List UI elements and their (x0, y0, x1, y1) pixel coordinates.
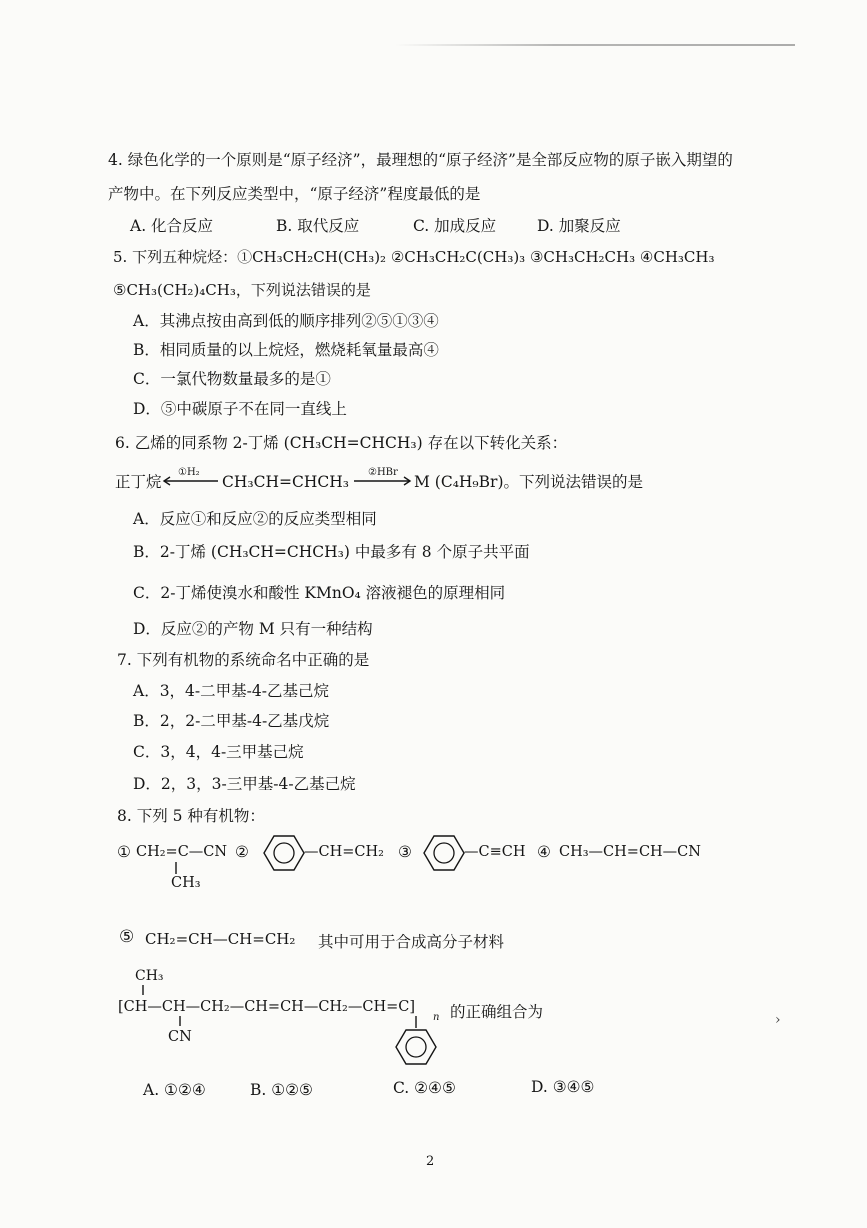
q6-middle: CH₃CH=CHCH₃ (222, 473, 349, 491)
q6-arrow-2 (352, 466, 414, 492)
q8-polymer-top: CH₃ (135, 968, 164, 984)
q4-option-c: C. 加成反应 (413, 217, 497, 235)
q8-polymer-main: [CH—CH—CH₂—CH=CH—CH₂—CH=C] (118, 999, 416, 1015)
q4-option-d: D. 加聚反应 (537, 217, 621, 235)
q5-option-b: B．相同质量的以上烷烃，燃烧耗氧量最高④ (133, 341, 439, 359)
q7-option-c: C．3，4，4-三甲基己烷 (133, 743, 304, 761)
q4-line1: 4. 绿色化学的一个原则是“原子经济”，最理想的“原子经济”是全部反应物的原子嵌入期望的 (108, 151, 733, 169)
q5-line1: 5. 下列五种烷烃：①CH₃CH₂CH(CH₃)₂ ②CH₃CH₂C(CH₃)₃ ③CH₃CH₂CH₃ ④CH₃CH₃ (113, 248, 715, 266)
q8-m1-formula: CH₂=C—CN (136, 844, 228, 860)
q6-line1: 6. 乙烯的同系物 2-丁烯 (CH₃CH=CHCH₃) 存在以下转化关系： (115, 434, 568, 452)
q6-option-d: D．反应②的产物 M 只有一种结构 (133, 620, 373, 638)
top-rule (395, 44, 795, 46)
q8-m1-num: ① (117, 843, 131, 861)
q6-arrow1-label: ①H₂ (178, 467, 200, 478)
q5-option-d: D．⑤中碳原子不在同一直线上 (133, 400, 347, 418)
q8-line1: 8. 下列 5 种有机物： (117, 807, 265, 825)
q8-m5-num: ⑤ (119, 927, 135, 947)
q8-m4-formula: CH₃—CH=CH—CN (559, 844, 701, 860)
q7-option-b: B．2，2-二甲基-4-乙基戊烷 (133, 712, 330, 730)
q8-polymer-bond-top (141, 985, 145, 997)
q6-arrow2-label: ②HBr (368, 467, 398, 478)
q7-option-d: D．2，3，3-三甲基-4-乙基己烷 (133, 775, 356, 793)
q8-option-d: D. ③④⑤ (531, 1078, 595, 1096)
q5-line2: ⑤CH₃(CH₂)₄CH₃，下列说法错误的是 (113, 281, 371, 299)
margin-mark: › (775, 1012, 781, 1028)
q8-m2-num: ② (235, 843, 249, 861)
q8-polymer-benzene (396, 1016, 438, 1068)
q5-option-c: C．一氯代物数量最多的是① (133, 370, 331, 388)
q5-option-a: A．其沸点按由高到低的顺序排列②⑤①③④ (133, 312, 439, 330)
q8-option-a: A. ①②④ (143, 1081, 206, 1099)
q8-polymer-tail: 的正确组合为 (450, 1003, 544, 1021)
q8-m1-branch: CH₃ (171, 875, 201, 891)
q4-option-b: B. 取代反应 (276, 217, 360, 235)
q8-option-b: B. ①②⑤ (250, 1081, 313, 1099)
q8-m5-text: 其中可用于合成高分子材料 (318, 933, 505, 951)
q6-right: M (C₄H₉Br)。下列说法错误的是 (414, 473, 643, 491)
q6-option-a: A．反应①和反应②的反应类型相同 (133, 510, 377, 528)
q8-m5-formula: CH₂=CH—CH=CH₂ (145, 930, 296, 948)
q8-m2-group: —CH=CH₂ (304, 844, 384, 860)
q8-m2-benzene (264, 834, 306, 872)
q4-line2: 产物中。在下列反应类型中，“原子经济”程度最低的是 (108, 185, 481, 203)
q6-left: 正丁烷 (115, 473, 162, 491)
q8-option-c: C. ②④⑤ (393, 1079, 456, 1097)
q8-m4-num: ④ (537, 843, 551, 861)
q7-option-a: A．3，4-二甲基-4-乙基己烷 (133, 682, 329, 700)
q8-polymer-cn: CN (168, 1029, 192, 1045)
q6-option-b: B．2-丁烯 (CH₃CH=CHCH₃) 中最多有 8 个原子共平面 (133, 543, 530, 561)
q8-polymer-n: n (433, 1012, 440, 1023)
q6-arrow-1 (162, 466, 222, 492)
q4-option-a: A. 化合反应 (130, 217, 214, 235)
q7-line1: 7. 下列有机物的系统命名中正确的是 (117, 651, 370, 669)
q8-m3-benzene (424, 834, 466, 872)
page-number: 2 (426, 1154, 435, 1169)
q8-m3-num: ③ (398, 843, 412, 861)
q8-m3-group: —C≡CH (464, 844, 526, 860)
q6-option-c: C．2-丁烯使溴水和酸性 KMnO₄ 溶液褪色的原理相同 (133, 584, 506, 602)
